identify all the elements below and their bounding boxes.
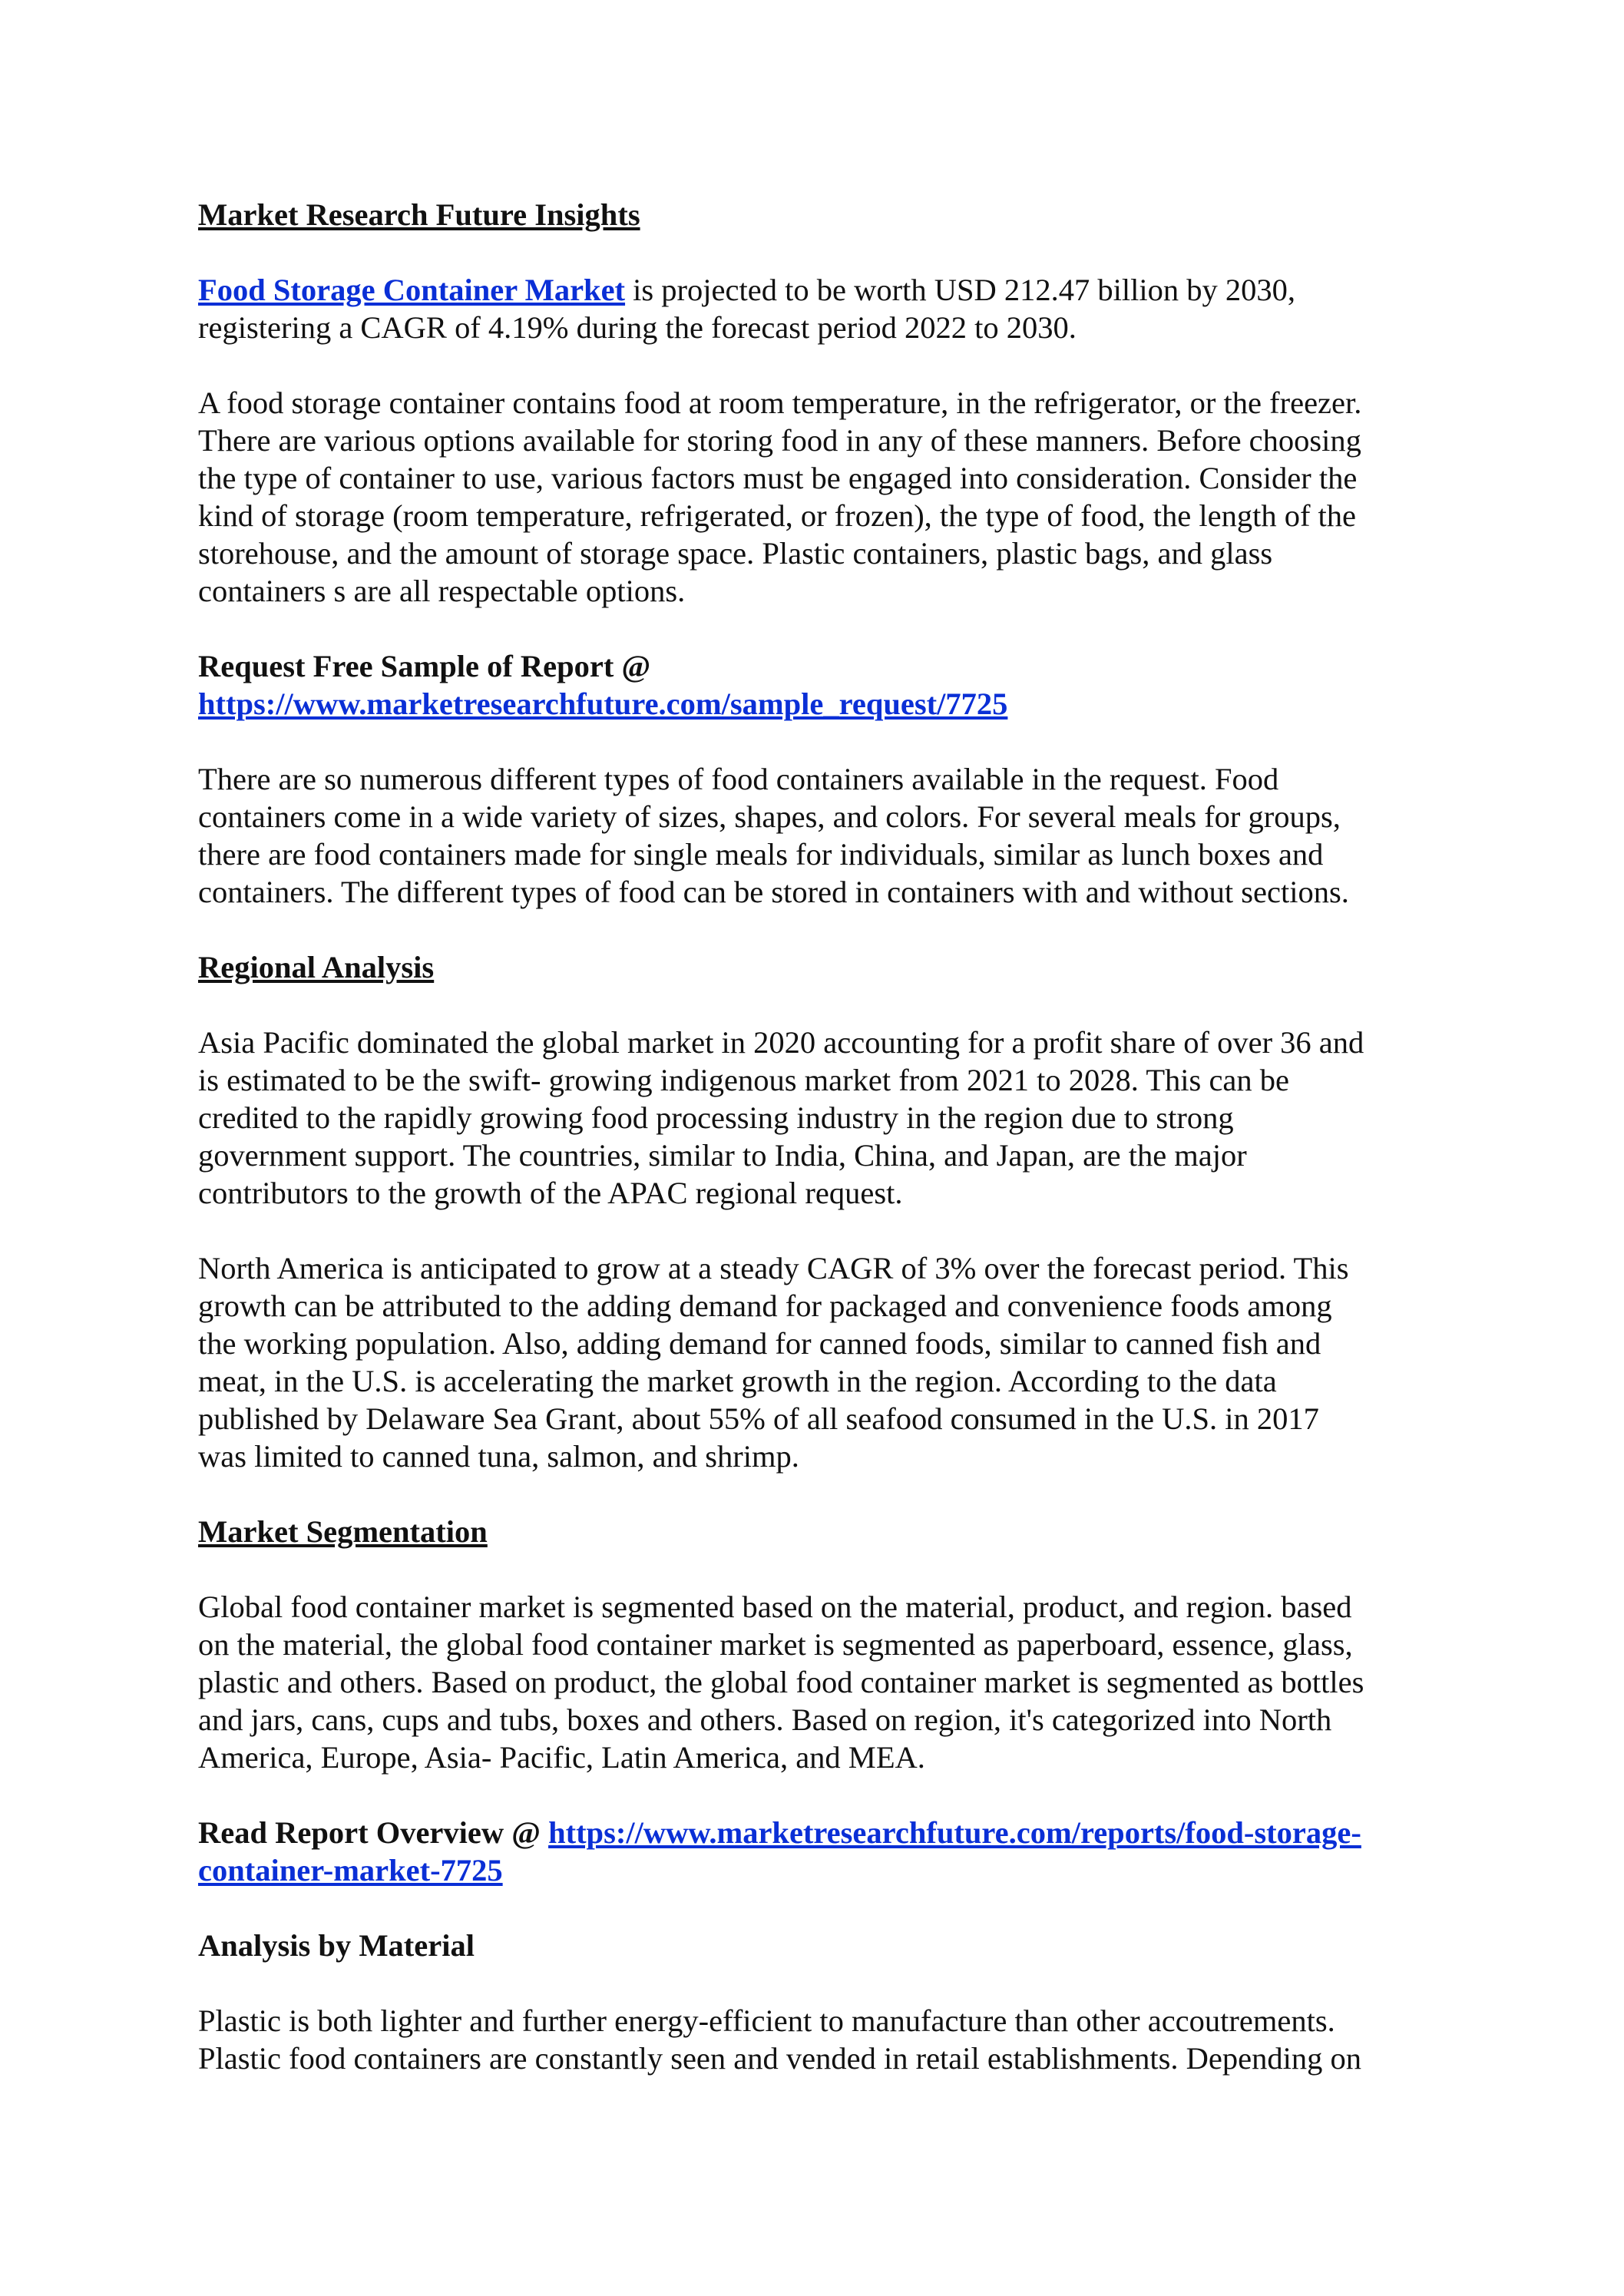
paragraph-line: and jars, cans, cups and tubs, boxes and others. Based on region, it's categorized into North [198,1702,1332,1737]
paragraph-line: meat, in the U.S. is accelerating the market growth in the region. According to the data [198,1364,1277,1398]
sample-request-block [198,647,1442,723]
paragraph-line: Global food container market is segmented based on the material, product, and region. based [198,1590,1352,1624]
paragraph-line: There are so numerous different types of food containers available in the request. Food [198,762,1279,796]
paragraph-line: was limited to canned tuna, salmon, and shrimp. [198,1439,799,1474]
intro-line-1 [198,271,1442,309]
report-overview-link-continued[interactable]: container-market-7725 [198,1853,503,1887]
analysis-by-material-heading: Analysis by Material [198,1928,475,1963]
paragraph-line: Plastic is both lighter and further energy-efficient to manufacture than other accoutrements. [198,2003,1335,2038]
paragraph-line: the working population. Also, adding demand for canned foods, similar to canned fish and [198,1326,1321,1361]
paragraph-line: North America is anticipated to grow at a steady CAGR of 3% over the forecast period. This [198,1251,1349,1285]
report-overview-block [198,1814,1442,1889]
food-storage-market-link[interactable]: Food Storage Container Market [198,273,626,307]
paragraph-line: containers come in a wide variety of sizes, shapes, and colors. For several meals for groups, [198,799,1341,834]
page-title: Market Research Future Insights [198,197,640,232]
paragraph-line: contributors to the growth of the APAC regional request. [198,1176,903,1210]
report-overview-label: Read Report Overview @ [198,1815,549,1850]
paragraph-line: containers s are all respectable options. [198,574,686,608]
paragraph-line: There are various options available for storing food in any of these manners. Before choosing [198,423,1361,458]
title-block [198,196,1442,233]
document-page [198,196,1442,2115]
paragraph-line: Plastic food containers are constantly seen and vended in retail establishments. Depending on [198,2041,1361,2076]
paragraph-line: on the material, the global food container market is segmented as paperboard, essence, glass, [198,1627,1353,1662]
north-america-paragraph [198,1249,1442,1475]
types-paragraph [198,760,1442,911]
paragraph-line: the type of container to use, various factors must be engaged into consideration. Consider the [198,461,1358,495]
report-overview-link[interactable]: https://www.marketresearchfuture.com/reports/food-storage- [548,1815,1361,1850]
paragraph-line: America, Europe, Asia- Pacific, Latin America, and MEA. [198,1740,925,1775]
intro-paragraph [198,271,1442,346]
paragraph-line: credited to the rapidly growing food processing industry in the region due to strong [198,1100,1234,1135]
report-overview-line-1 [198,1814,1442,1851]
market-segmentation-heading: Market Segmentation [198,1514,488,1549]
paragraph-line: plastic and others. Based on product, the global food container market is segmented as bottles [198,1665,1364,1699]
material-paragraph [198,2002,1442,2077]
paragraph-line: is estimated to be the swift- growing indigenous market from 2021 to 2028. This can be [198,1063,1290,1097]
paragraph-line: growth can be attributed to the adding demand for packaged and convenience foods among [198,1289,1332,1323]
paragraph-line: containers. The different types of food can be stored in containers with and without sections. [198,875,1349,909]
intro-line-2: registering a CAGR of 4.19% during the forecast period 2022 to 2030. [198,310,1077,345]
paragraph-line: government support. The countries, similar to India, China, and Japan, are the major [198,1138,1247,1173]
paragraph-line: there are food containers made for single meals for individuals, similar as lunch boxes and [198,837,1324,872]
definition-paragraph [198,384,1442,610]
regional-heading-block [198,948,1442,986]
sample-request-link[interactable]: https://www.marketresearchfuture.com/sample_request/7725 [198,686,1008,721]
sample-request-label: Request Free Sample of Report @ [198,649,651,683]
intro-line-1-text: is projected to be worth USD 212.47 billion by 2030, [625,273,1295,307]
paragraph-line: storehouse, and the amount of storage space. Plastic containers, plastic bags, and glass [198,536,1273,571]
paragraph-line: A food storage container contains food at room temperature, in the refrigerator, or the freezer. [198,385,1362,420]
paragraph-line: kind of storage (room temperature, refrigerated, or frozen), the type of food, the length of the [198,498,1357,533]
asia-paragraph [198,1024,1442,1212]
paragraph-line: Asia Pacific dominated the global market in 2020 accounting for a profit share of over 36 and [198,1025,1364,1060]
paragraph-line: published by Delaware Sea Grant, about 55% of all seafood consumed in the U.S. in 2017 [198,1401,1319,1436]
regional-analysis-heading: Regional Analysis [198,950,435,984]
segmentation-heading-block [198,1513,1442,1550]
segmentation-paragraph [198,1588,1442,1776]
material-heading-block [198,1927,1442,1964]
